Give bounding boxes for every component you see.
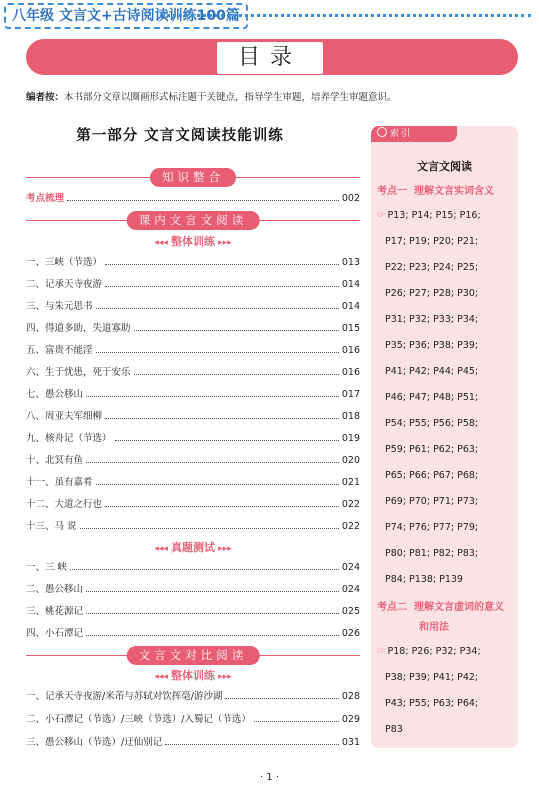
editor-note-label: 编者按：	[26, 92, 65, 103]
index-page-line: ☞ P13; P14; P15; P16;	[377, 210, 481, 221]
section-label: 文言文对比阅读	[127, 646, 260, 665]
toc-row[interactable]: 三、桃花源记 025	[26, 606, 360, 617]
index-page-line: P38; P39; P41; P42;	[385, 672, 479, 683]
index-page-line: P83	[385, 724, 403, 735]
section-label: 课内文言文阅读	[127, 211, 260, 230]
subsection-title: ◂◂◂ 整体训练 ▸▸▸	[154, 235, 232, 248]
toc-row[interactable]: 二、愚公移山 024	[26, 584, 360, 595]
index-key-point-2: 考点二 理解文言虚词的意义	[377, 602, 504, 613]
index-page-line: P80; P81; P82; P83;	[385, 548, 479, 559]
toc-row[interactable]: 十二、大道之行也 022	[26, 499, 360, 510]
toc-row[interactable]: 四、小石潭记 026	[26, 628, 360, 639]
toc-row[interactable]: 十一、虽有嘉肴 021	[26, 477, 360, 488]
toc-row[interactable]: 六、生于忧患，死于安乐 016	[26, 367, 360, 378]
toc-row[interactable]: 三、愚公移山（节选）/迂仙别记 031	[26, 737, 360, 748]
toc-row[interactable]: 九、核舟记（节选） 019	[26, 433, 360, 444]
page-title: 目录	[216, 41, 324, 75]
toc-row[interactable]: 三、与朱元思书 014	[26, 301, 360, 312]
toc-row[interactable]: 四、得道多助，失道寡助 015	[26, 323, 360, 334]
index-page-line: P65; P66; P67; P68;	[385, 470, 479, 481]
editor-note	[26, 89, 397, 103]
toc-row[interactable]: 七、愚公移山 017	[26, 389, 360, 400]
header-dotted-rule	[160, 14, 531, 17]
index-page-line: P41; P42; P44; P45;	[385, 366, 479, 377]
index-page-line: P35; P36; P38; P39;	[385, 340, 479, 351]
toc-row[interactable]: 一、记承天寺夜游/米芾与苏轼对饮挥毫/游沙湖 028	[26, 691, 360, 702]
index-title: 文言文阅读	[417, 160, 472, 173]
toc-row[interactable]: 考点梳理 002	[26, 193, 360, 204]
toc-row[interactable]: 二、小石潭记（节选）/三峡（节选）/入蜀记（节选） 029	[26, 714, 360, 725]
section-label: 知识整合	[150, 168, 236, 187]
book-title-tag: 八年级 文言文+古诗阅读训练100篇	[4, 3, 248, 29]
search-icon	[377, 127, 387, 137]
index-page-line: P69; P70; P71; P73;	[385, 496, 479, 507]
index-page-line: P84; P138; P139	[385, 574, 463, 585]
index-page-line: P26; P27; P28; P30;	[385, 288, 479, 299]
subsection-title: ◂◂◂ 真题测试 ▸▸▸	[154, 541, 232, 554]
toc-row[interactable]: 十三、马 说 022	[26, 521, 360, 532]
index-page-line: ☞ P18; P26; P32; P34;	[377, 646, 481, 657]
index-page-line: P54; P55; P56; P58;	[385, 418, 479, 429]
pointing-hand-icon: ☞	[377, 210, 386, 221]
index-key-point-1: 考点一 理解文言实词含义	[377, 186, 494, 197]
index-header: 索引	[371, 126, 457, 142]
toc-row[interactable]: 五、富贵不能淫 016	[26, 345, 360, 356]
index-key-point-2-cont: 和用法	[419, 622, 449, 633]
subsection-title: ◂◂◂ 整体训练 ▸▸▸	[154, 669, 232, 682]
toc-row[interactable]: 十、北冥有鱼 020	[26, 455, 360, 466]
index-page-line: P74; P76; P77; P79;	[385, 522, 479, 533]
index-page-line: P43; P55; P63; P64;	[385, 698, 479, 709]
section-band-comparison	[26, 648, 360, 662]
index-page-line: P31; P32; P33; P34;	[385, 314, 479, 325]
editor-note-text: 本书部分文章以圈画形式标注题干关键点，指导学生审题，培养学生审题意识。	[64, 92, 397, 103]
toc-row[interactable]: 二、记承天寺夜游 014	[26, 279, 360, 290]
section-band-knowledge	[26, 170, 360, 184]
toc-row[interactable]: 一、三峡（节选） 013	[26, 257, 360, 268]
part-title: 第一部分 文言文阅读技能训练	[76, 128, 284, 144]
index-page-line: P22; P23; P24; P25;	[385, 262, 479, 273]
index-panel	[371, 126, 518, 748]
index-page-line: P46; P47; P48; P51;	[385, 392, 479, 403]
toc-row[interactable]: 八、周亚夫军细柳 018	[26, 411, 360, 422]
page-number: · 1 ·	[259, 772, 280, 783]
pointing-hand-icon: ☞	[377, 646, 386, 657]
toc-row[interactable]: 一、三 峡 024	[26, 562, 360, 573]
index-page-line: P17; P19; P20; P21;	[385, 236, 479, 247]
section-band-classical	[26, 213, 360, 227]
index-page-line: P59; P61; P62; P63;	[385, 444, 479, 455]
